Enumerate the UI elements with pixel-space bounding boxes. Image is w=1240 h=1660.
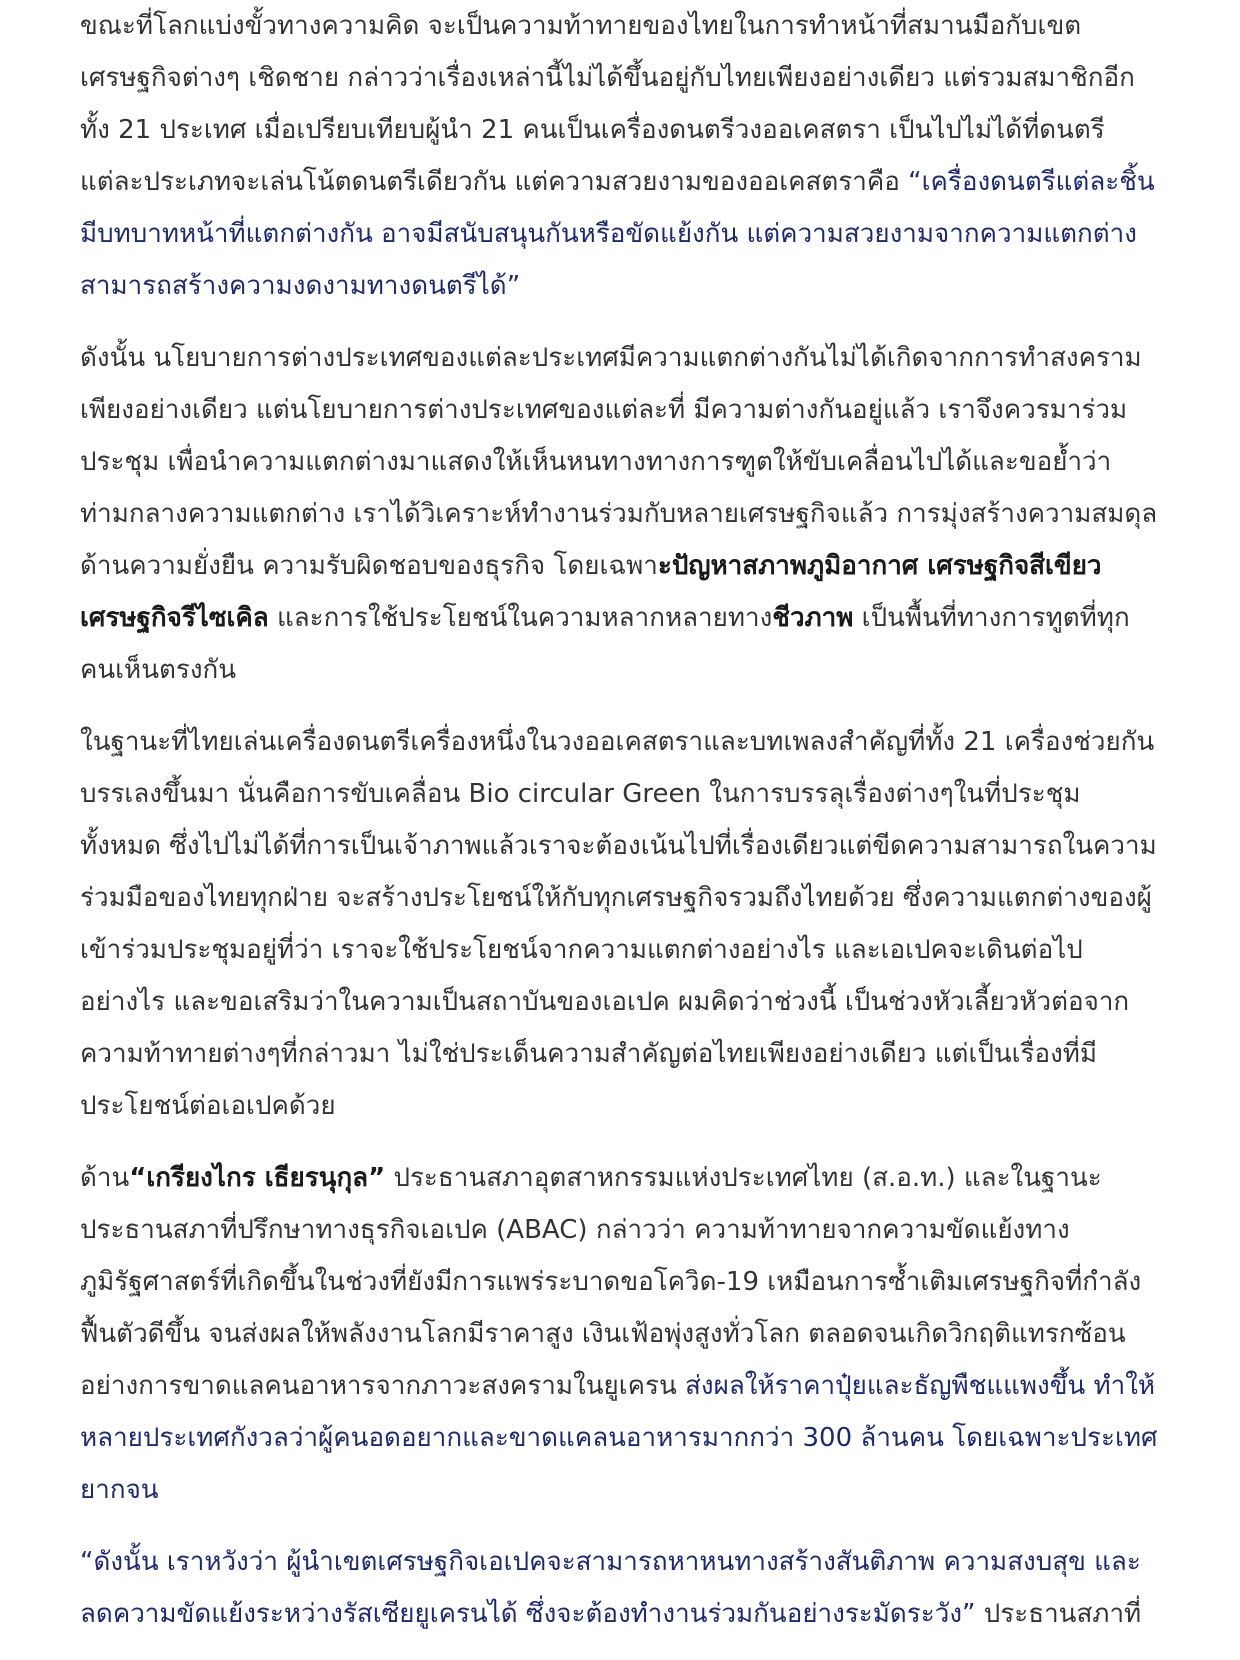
paragraph-text: ขณะที่โลกแบ่งขั้วทางความคิด จะเป็นความท้าทายของไทยในการทำหน้าที่สมานมือกับเขตเศรษฐกิจต่างๆ เชิดชาย กล่าวว่าเรื่องเหล่านี้ไม่ได้ขึ้นอยู่กับไทยเพียงอย่างเดียว แต่รวมสมาชิกอีกทั้ง 21 ประเทศ เมื่อเปรียบเทียบผู้นำ 21 คนเป็นเครื่องดนตรีวงออเคสตรา เป็นไปไม่ได้ที่ดนตรีแต่ละประเภทจะเล่นโน้ตดนตรีเดียวกัน แต่ความสวยงามของออเคสตราคือ	[80, 11, 1135, 197]
paragraph-bcg	[80, 716, 1160, 1132]
highlighted-statement: ส่งผลให้ราคาปุ๋ยและธัญพืชแแพงขึ้น ทำให้หลายประเทศกังวลว่าผู้คนอดอยากและขาดแคลนอาหารมากกว่า 300 ล้านคน โดยเฉพาะประเทศยากจน	[80, 1371, 1158, 1505]
highlighted-quote: “เครื่องดนตรีแต่ละชิ้นมีบทบาทหน้าที่แตกต่างกัน อาจมีสนับสนุนกันหรือขัดแย้งกัน แต่ความสวยงามจากความแตกต่างสามารถสร้างความงดงามทางดนตรีได้”	[80, 167, 1155, 301]
paragraph-text: ดังนั้น นโยบายการต่างประเทศของแต่ละประเทศมีความแตกต่างกันไม่ได้เกิดจากการทำสงครามเพียงอย่างเดียว แต่นโยบายการต่างประเทศของแต่ละที่ มีความต่างกันอยู่แล้ว เราจึงควรมาร่วมประชุม เพื่อนำความแตกต่างมาแสดงให้เห็นหนทางทางการฑูตให้ขับเคลื่อนไปได้และขอย้ำว่า ท่ามกลางความแตกต่าง เราได้วิเคราะห์ทำงานร่วมกับหลายเศรษฐกิจแล้ว การมุ่งสร้างความสมดุลด้านความยั่งยืน ความรับผิดชอบของธุรกิจ โดยเฉพา	[80, 343, 1158, 581]
paragraph-text: ด้าน	[80, 1163, 130, 1193]
paragraph-text: และการใช้ประโยชน์ในความหลากหลายทาง	[268, 603, 773, 633]
bold-keyword-bio: ชีวภาพ	[772, 603, 854, 633]
paragraph-orchestra	[80, 0, 1160, 312]
paragraph-text: ประธานสภาที่	[975, 1599, 1142, 1629]
paragraph-text: ในฐานะที่ไทยเล่นเครื่องดนตรีเครื่องหนึ่งในวงออเคสตราและบทเพลงสำคัญที่ทั้ง 21 เครื่องช่วยกันบรรเลงขึ้นมา นั่นคือการขับเคลื่อน Bio circular Green ในการบรรลุเรื่องต่างๆในที่ประชุมทั้งหมด ซึ่งไปไม่ได้ที่การเป็นเจ้าภาพแล้วเราจะต้องเน้นไปที่เรื่องเดียวแต่ขีดความสามารถในความร่วมมือของไทยทุกฝ่าย จะสร้างประโยชน์ให้กับทุกเศรษฐกิจรวมถึงไทยด้วย ซึ่งความแตกต่างของผู้เข้าร่วมประชุมอยู่ที่ว่า เราจะใช้ประโยชน์จากความแตกต่างอย่างไร และเอเปคจะเดินต่อไปอย่างไร และขอเสริมว่าในความเป็นสถาบันของเอเปค ผมคิดว่าช่วงนี้ เป็นช่วงหัวเลี้ยวหัวต่อจากความท้าทายต่างๆที่กล่าวมา ไม่ใช่ประเด็นความสำคัญต่อไทยเพียงอย่างเดียว แต่เป็นเรื่องที่มีประโยชน์ต่อเอเปคด้วย	[80, 727, 1157, 1121]
speaker-name: “เกรียงไกร เธียรนุกุล”	[129, 1163, 386, 1193]
highlighted-quote: “ดังนั้น เราหวังว่า ผู้นำเขตเศรษฐกิจเอเปคจะสามารถหาหนทางสร้างสันติภาพ ความสงบสุข และลดความขัดแย้งระหว่างรัสเซียยูเครนได้ ซึ่งจะต้องทำงานร่วมกันอย่างระมัดระวัง”	[80, 1547, 1141, 1629]
paragraph-abac	[80, 1152, 1160, 1516]
paragraph-foreign-policy	[80, 332, 1160, 696]
paragraph-text: เป็นพื้นที่ทางการทูตที่ทุกคนเห็นตรงกัน	[80, 603, 1130, 685]
paragraph-text: ประธานสภาอุตสาหกรรมแห่งประเทศไทย (ส.อ.ท.) และในฐานะประธานสภาที่ปรึกษาทางธุรกิจเอเปค (ABAC) กล่าวว่า ความท้าทายจากความขัดแย้งทางภูมิรัฐศาสตร์ที่เกิดขึ้นในช่วงที่ยังมีการแพร่ระบาดขอโควิด-19 เหมือนการซ้ำเติมเศรษฐกิจที่กำลังฟื้นตัวดีขึ้น จนส่งผลให้พลังงานโลกมีราคาสูง เงินเฟ้อพุ่งสูงทั่วโลก ตลอดจนเกิดวิกฤติแทรกซ้อนอย่างการขาดแลคนอาหารจากภาวะสงครามในยูเครน	[80, 1163, 1142, 1401]
article-body	[80, 0, 1160, 1660]
bold-keywords: ะปัญหาสภาพภูมิอากาศ เศรษฐกิจสีเขียว เศรษฐกิจรีไซเคิล	[80, 551, 1102, 633]
paragraph-closing-quote	[80, 1536, 1160, 1640]
